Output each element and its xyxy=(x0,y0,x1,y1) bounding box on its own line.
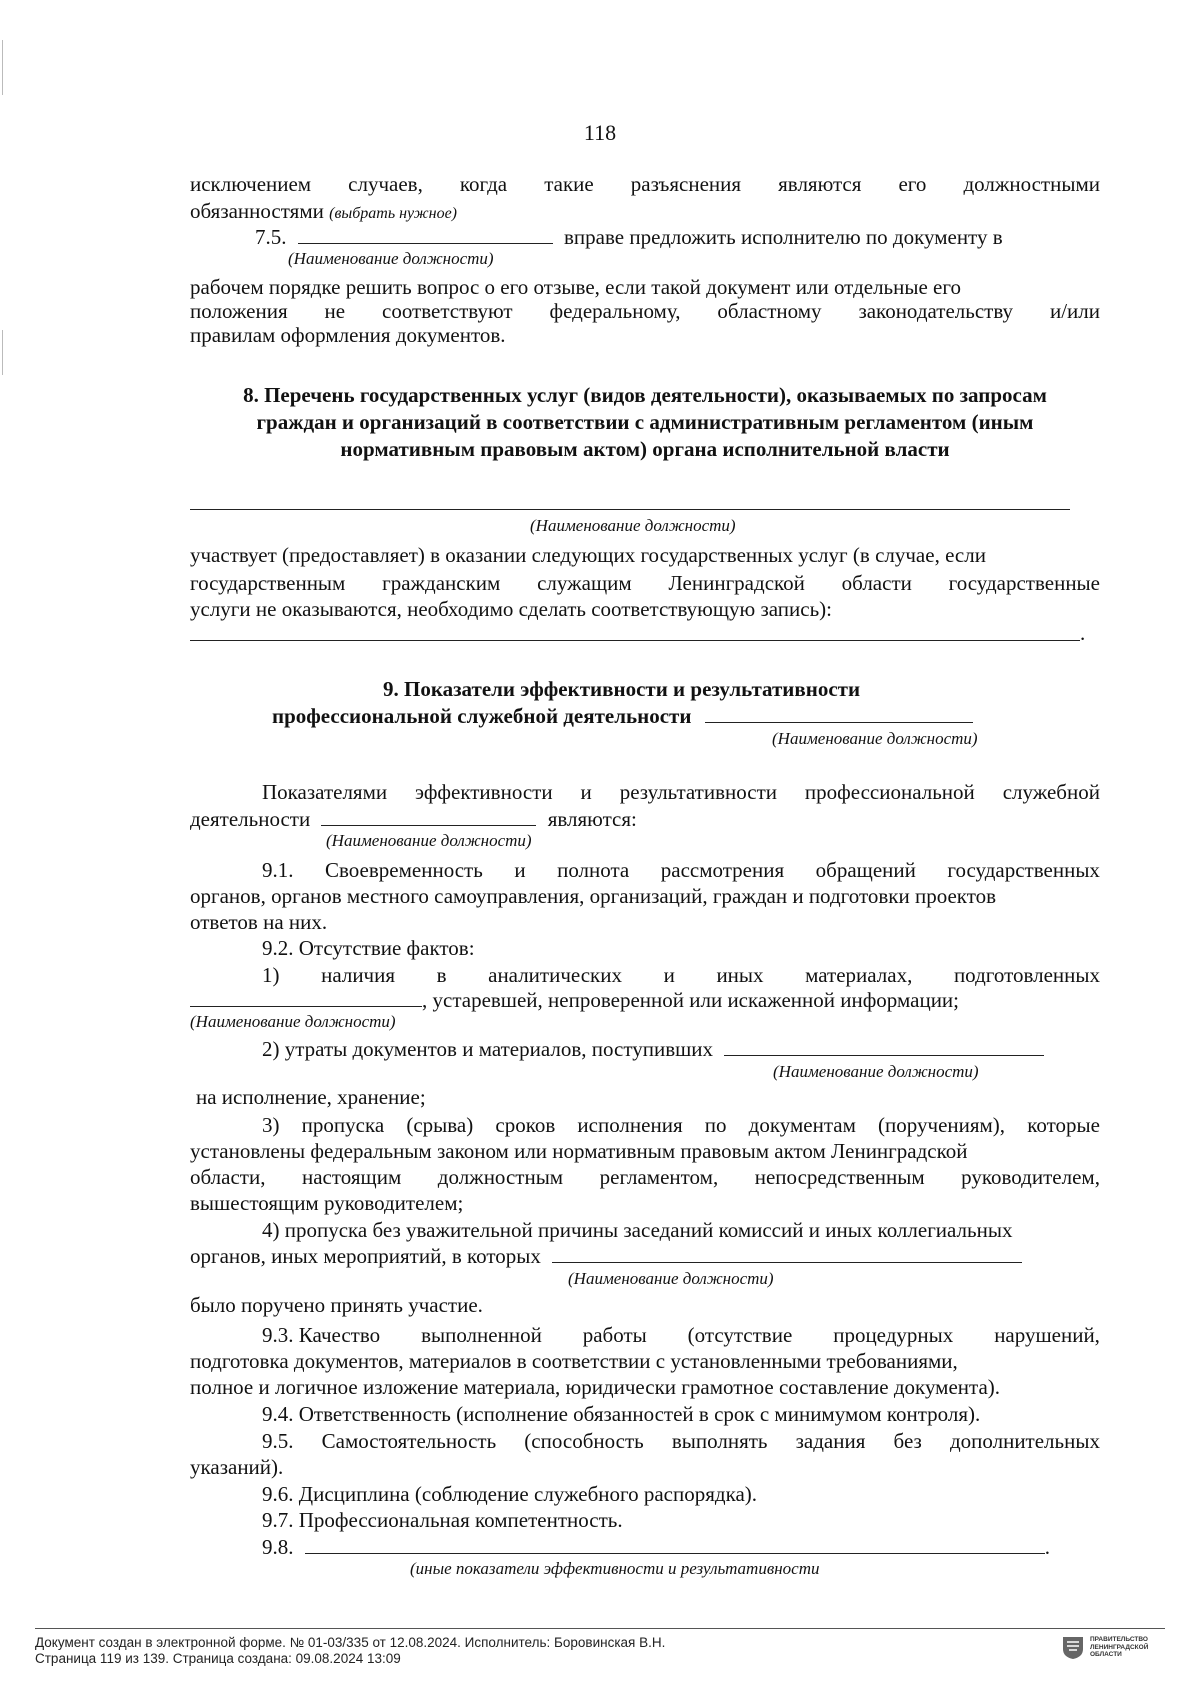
paragraph-line: 9.7. Профессиональная компетентность. xyxy=(262,1508,623,1532)
paragraph-line xyxy=(262,857,1100,884)
word: пропуска xyxy=(301,1113,385,1137)
paragraph-line xyxy=(190,1164,1100,1191)
word: материалах, xyxy=(805,963,913,987)
government-logo xyxy=(1062,1636,1160,1660)
paragraph-line: подготовка документов, материалов в соответствии с установленными требованиями, xyxy=(190,1349,958,1373)
word: служащим xyxy=(537,571,632,595)
word: (поручениям), xyxy=(878,1113,1006,1137)
instruction-note: (выбрать нужное) xyxy=(329,205,457,222)
word: государственным xyxy=(190,571,346,595)
paragraph-line xyxy=(190,987,959,1014)
word: служебной xyxy=(1002,780,1100,804)
paragraph-line xyxy=(262,1322,1100,1349)
word: иных xyxy=(716,963,764,987)
paragraph-line: полное и логичное изложение материала, юридически грамотное составление документа). xyxy=(190,1375,1001,1399)
word: государственных xyxy=(947,858,1100,882)
word: (способность xyxy=(524,1429,644,1453)
blank-caption: (иные показатели эффективности и результативности xyxy=(410,1559,820,1578)
word: выполнять xyxy=(671,1429,768,1453)
footer-line: Страница 119 из 139. Страница создана: 09.08.2024 13:09 xyxy=(35,1651,401,1666)
paragraph-line: 9.4. Ответственность (исполнение обязанностей в срок с минимумом контроля). xyxy=(262,1402,981,1426)
word: полнота xyxy=(557,858,630,882)
word: должностными xyxy=(963,172,1100,196)
word: областному xyxy=(717,299,822,323)
word: подготовленных xyxy=(953,963,1100,987)
paragraph-line: на исполнение, хранение; xyxy=(196,1085,426,1109)
position-blank[interactable] xyxy=(724,1037,1044,1056)
word: 9.3. Качество xyxy=(262,1323,381,1347)
blank-caption: (Наименование должности) xyxy=(773,1062,979,1081)
word: нарушений, xyxy=(994,1323,1100,1347)
paragraph-line: органов, органов местного самоуправления, организаций, граждан и подготовки проектов xyxy=(190,884,997,908)
word: и xyxy=(663,963,675,987)
section-8-heading: нормативным правовым актом) органа исполнительной власти xyxy=(340,437,950,461)
position-blank[interactable] xyxy=(298,225,553,244)
blank-caption: (Наименование должности) xyxy=(568,1269,774,1288)
word: эффективности xyxy=(415,780,553,804)
word: гражданским xyxy=(382,571,501,595)
text: участвует (предоставляет) в оказании следующих государственных услуг (в случае, если xyxy=(190,543,986,567)
paragraph-line xyxy=(190,298,1100,325)
word: результативности xyxy=(619,780,777,804)
paragraph-line xyxy=(190,542,1100,569)
paragraph-line: правилам оформления документов. xyxy=(190,323,506,347)
page-number: 118 xyxy=(583,120,617,145)
blank-caption: (Наименование должности) xyxy=(530,516,736,535)
text: деятельности xyxy=(190,807,311,831)
blank-caption: (Наименование должности) xyxy=(190,1012,396,1031)
text: , устаревшей, непроверенной или искаженной информации; xyxy=(422,988,960,1012)
word: документам xyxy=(748,1113,856,1137)
word: и xyxy=(580,780,592,804)
word: настоящим xyxy=(302,1165,402,1189)
word: разъяснения xyxy=(630,172,742,196)
word: сроков xyxy=(495,1113,556,1137)
section-8-heading: граждан и организаций в соответствии с административным регламентом (иным xyxy=(256,410,1034,434)
word: дополнительных xyxy=(949,1429,1100,1453)
word: Ленинградской xyxy=(668,571,805,595)
item-7-5-line xyxy=(255,224,1003,251)
word: его xyxy=(898,172,927,196)
paragraph-line: 9.2. Отсутствие фактов: xyxy=(262,936,475,960)
indicator-blank[interactable] xyxy=(305,1535,1045,1554)
position-blank[interactable] xyxy=(552,1244,1022,1263)
word: которые xyxy=(1027,1113,1100,1137)
paragraph-line xyxy=(262,962,1100,989)
text: являются: xyxy=(547,807,637,831)
item-number: 7.5. xyxy=(255,225,287,249)
word: такие xyxy=(544,172,594,196)
word: задания xyxy=(795,1429,866,1453)
paragraph-line xyxy=(262,1428,1100,1455)
paragraph-line: ответов на них. xyxy=(190,910,328,934)
footer-line: Документ создан в электронной форме. № 01-03/335 от 12.08.2024. Исполнитель: Боровинская В.Н. xyxy=(35,1635,666,1650)
end-dot: . xyxy=(1080,621,1086,645)
document-footer xyxy=(35,1628,1165,1667)
paragraph-line xyxy=(190,274,1100,301)
word: регламентом, xyxy=(599,1165,719,1189)
word: не xyxy=(324,299,346,323)
blank-caption: (Наименование должности) xyxy=(772,729,978,748)
word: профессиональной xyxy=(804,780,975,804)
word: выполненной xyxy=(421,1323,542,1347)
word: обращений xyxy=(815,858,916,882)
word: (срыва) xyxy=(406,1113,474,1137)
paragraph-line: указаний). xyxy=(190,1455,284,1479)
word: положения xyxy=(190,299,288,323)
position-blank[interactable] xyxy=(705,704,973,723)
item-number: 9.8. xyxy=(262,1535,294,1559)
end-dot: . xyxy=(1044,1535,1050,1559)
word: государственные xyxy=(948,571,1100,595)
position-blank[interactable] xyxy=(190,988,422,1007)
paragraph-line: 9.6. Дисциплина (соблюдение служебного распорядка). xyxy=(262,1482,758,1506)
word: процедурных xyxy=(833,1323,954,1347)
scan-margin-mark xyxy=(2,40,3,95)
word: Своевременность xyxy=(325,858,483,882)
section-8-heading: 8. Перечень государственных услуг (видов деятельности), оказываемых по запросам xyxy=(243,383,1047,407)
paragraph-line: было поручено принять участие. xyxy=(190,1293,483,1317)
word: без xyxy=(893,1429,922,1453)
paragraph-line xyxy=(262,1036,1044,1063)
position-blank[interactable] xyxy=(321,807,536,826)
text: органов, иных мероприятий, в которых xyxy=(190,1244,541,1268)
word: исключением xyxy=(190,172,312,196)
word: когда xyxy=(459,172,508,196)
section-9-heading: 9. Показатели эффективности и результативности xyxy=(383,677,861,701)
word: аналитических xyxy=(488,963,622,987)
paragraph-line xyxy=(190,198,457,227)
word: 3) xyxy=(262,1113,280,1137)
word: области, xyxy=(190,1165,266,1189)
text: профессиональной служебной деятельности xyxy=(272,704,692,728)
word: в xyxy=(436,963,447,987)
blank-caption: (Наименование должности) xyxy=(326,831,532,850)
word: работы xyxy=(582,1323,647,1347)
word: 9.1. xyxy=(262,858,294,882)
word: (отсутствие xyxy=(687,1323,793,1347)
text: рабочем порядке решить вопрос о его отзыве, если такой документ или отдельные его xyxy=(190,275,961,299)
paragraph-line xyxy=(190,570,1100,597)
services-blank[interactable] xyxy=(190,640,1080,641)
word: по xyxy=(704,1113,727,1137)
paragraph-line: вышестоящим руководителем; xyxy=(190,1191,464,1215)
paragraph-line xyxy=(262,779,1100,806)
word: исполнения xyxy=(577,1113,683,1137)
word: Самостоятельность xyxy=(321,1429,497,1453)
paragraph-line xyxy=(262,1112,1100,1139)
word: 1) xyxy=(262,963,280,987)
logo-text: ПРАВИТЕЛЬСТВО ЛЕНИНГРАДСКОЙ ОБЛАСТИ xyxy=(1090,1636,1149,1658)
paragraph-line xyxy=(190,1243,1022,1270)
text: 2) утраты документов и материалов, поступивших xyxy=(262,1037,714,1061)
paragraph-line xyxy=(190,806,637,833)
paragraph-line: 4) пропуска без уважительной причины заседаний комиссий и иных коллегиальных xyxy=(262,1218,1013,1242)
scan-margin-mark xyxy=(2,330,3,375)
word: 9.5. xyxy=(262,1429,294,1453)
word: руководителем, xyxy=(961,1165,1100,1189)
word: и xyxy=(514,858,526,882)
word: рассмотрения xyxy=(660,858,785,882)
blank-caption: (Наименование должности) xyxy=(288,249,494,268)
position-blank[interactable] xyxy=(190,509,1070,510)
word: законодательству xyxy=(858,299,1014,323)
word: области xyxy=(841,571,912,595)
section-9-heading xyxy=(272,703,973,730)
word: являются xyxy=(778,172,862,196)
word: федеральному, xyxy=(549,299,681,323)
paragraph-line: установлены федеральным законом или нормативным правовым актом Ленинградской xyxy=(190,1139,968,1163)
word: случаев, xyxy=(348,172,423,196)
paragraph-line xyxy=(190,171,1100,198)
coat-of-arms-icon xyxy=(1062,1636,1084,1660)
word: и/или xyxy=(1049,299,1100,323)
text: вправе предложить исполнителю по документу в xyxy=(564,225,1003,249)
word: наличия xyxy=(321,963,396,987)
word: соответствуют xyxy=(382,299,513,323)
word: должностным xyxy=(437,1165,564,1189)
word: Показателями xyxy=(262,780,388,804)
word: непосредственным xyxy=(754,1165,925,1189)
item-9-8-line xyxy=(262,1534,1050,1561)
paragraph-line: услуги не оказываются, необходимо сделать соответствующую запись): xyxy=(190,597,832,621)
text: обязанностями xyxy=(190,199,324,223)
